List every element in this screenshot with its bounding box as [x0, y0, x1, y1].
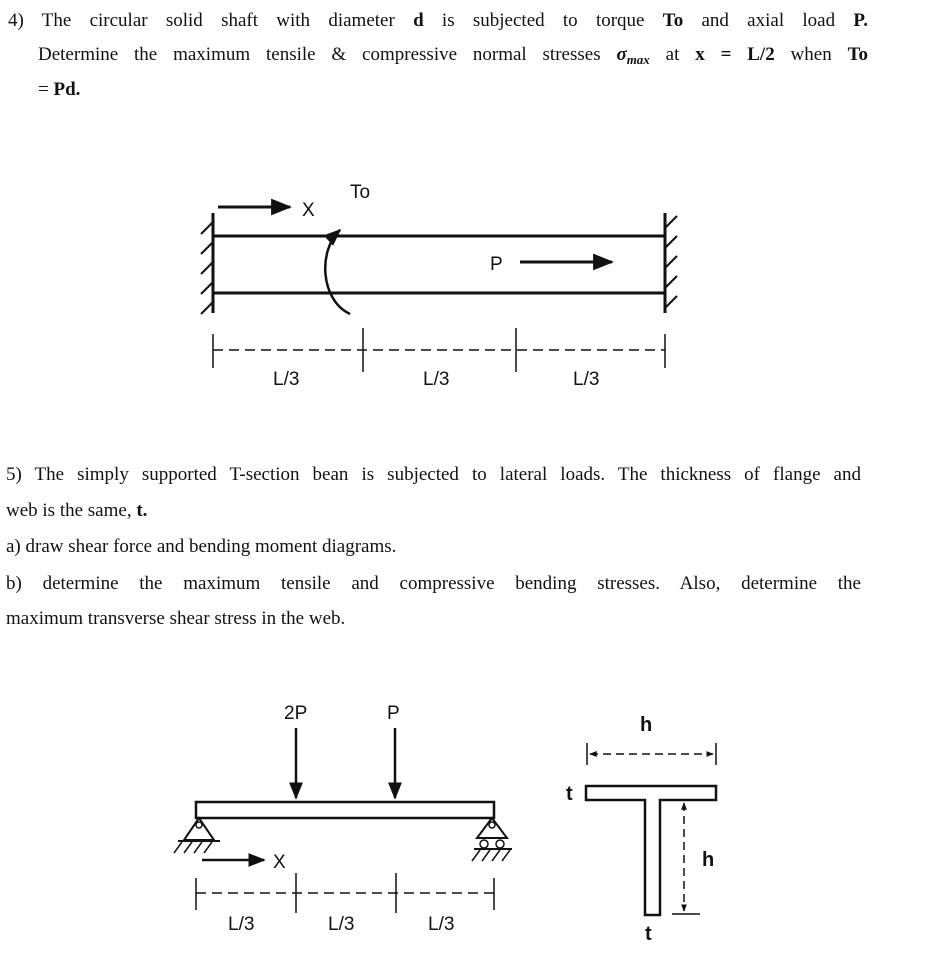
shaft-x-label: X — [302, 200, 315, 221]
t-section-figure — [586, 743, 716, 915]
beam-figure — [174, 728, 512, 913]
section-width-label: h — [640, 714, 653, 736]
sigma-symbol: σ — [616, 44, 627, 65]
beam-dim-1: L/3 — [228, 914, 255, 935]
web-thickness-label: t — [645, 923, 652, 945]
shaft-dim-2: L/3 — [423, 369, 450, 390]
right-wall-hatch — [665, 216, 677, 308]
problem5-line4: b) determine the maximum tensile and compressive bending stresses. Also, determine the — [6, 573, 861, 594]
var-Pd: Pd. — [53, 79, 81, 100]
var-To-2: To — [847, 44, 868, 65]
x-equals: x = L/2 — [695, 44, 775, 65]
roller-wheel — [480, 840, 488, 848]
torque-label: To — [350, 182, 371, 203]
problem4-line2: Determine the maximum tensile & compressive normal stresses $\sigma_{max}$ at x = L/2 when To — [38, 44, 868, 67]
t-section-outline — [586, 786, 716, 915]
var-P: P. — [853, 10, 868, 31]
problem5-line3: a) draw shear force and bending moment diagrams. — [6, 536, 397, 557]
axial-load-label: P — [490, 254, 503, 275]
load-P-label: P — [387, 703, 400, 724]
pin-support-hatch — [174, 842, 212, 853]
problem4-line1: 4) The circular solid shaft with diameter d is subjected to torque To and axial load P. — [8, 10, 868, 31]
beam-dim-3: L/3 — [428, 914, 455, 935]
var-To: To — [662, 10, 684, 31]
shaft-dim-3: L/3 — [573, 369, 600, 390]
problem4-line3: = Pd. — [38, 79, 81, 100]
problem5-line2: web is the same, t. — [6, 500, 148, 521]
shaft-figure — [201, 207, 677, 372]
roller-wheel — [496, 840, 504, 848]
beam-dim-2: L/3 — [328, 914, 355, 935]
left-wall-hatch — [201, 222, 213, 314]
section-height-label: h — [702, 849, 715, 871]
roller-support-hatch — [472, 850, 510, 861]
var-d: d — [413, 10, 424, 31]
torque-arrow — [325, 230, 350, 314]
var-t: t. — [136, 500, 148, 521]
beam-x-label: X — [273, 852, 286, 873]
problem5-line5: maximum transverse shear stress in the web. — [6, 608, 346, 629]
problem5-line1: 5) The simply supported T-section bean is subjected to lateral loads. The thickness of flange and — [6, 464, 861, 485]
sigma-subscript: max — [626, 52, 650, 67]
load-2P-label: 2P — [284, 703, 308, 724]
shaft-dim-1: L/3 — [273, 369, 300, 390]
beam-body — [196, 802, 494, 818]
flange-thickness-label: t — [566, 783, 573, 805]
